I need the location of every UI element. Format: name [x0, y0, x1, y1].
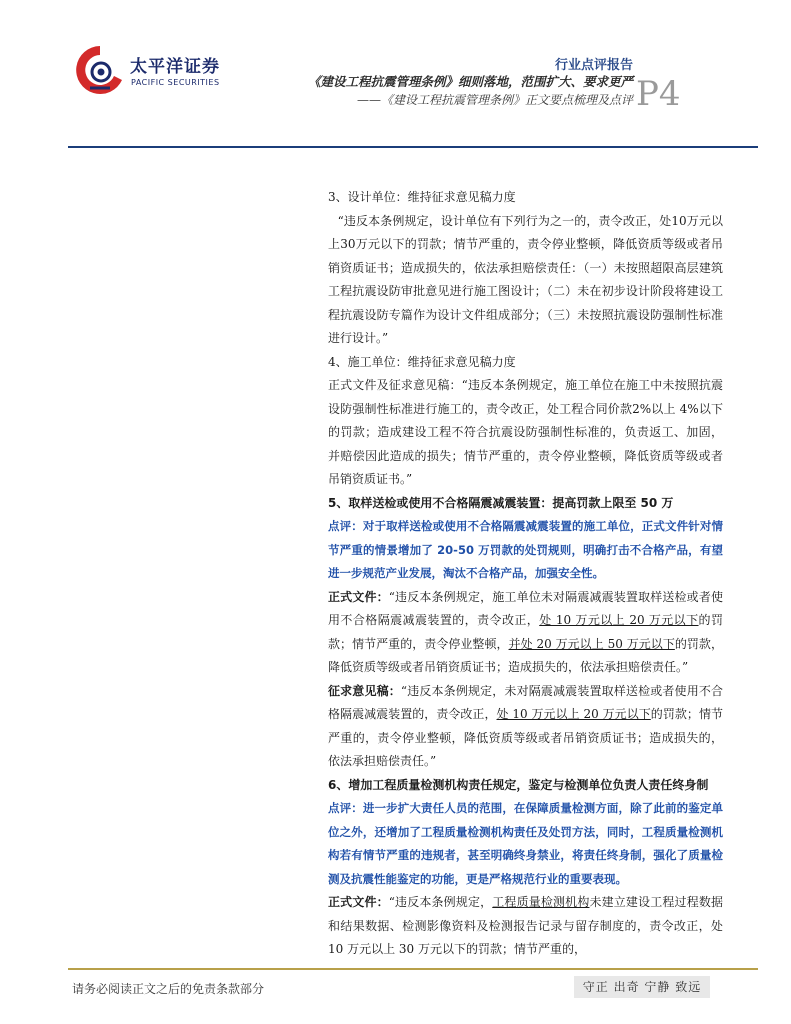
- section-3-heading: 3、设计单位：维持征求意见稿力度: [328, 190, 516, 204]
- formal-underlined-entity: 工程质量检测机构: [492, 895, 590, 909]
- report-type: 行业点评报告: [554, 58, 633, 73]
- logo-chinese-name: 太平洋证券: [130, 57, 220, 77]
- report-title: 《建设工程抗震管理条例》细则落地，范围扩大、要求更严: [307, 74, 633, 89]
- formal-text-part: 的罚款，降低资质等级或者吊销资质证书；造成损失的，依法承担赔偿责任。”: [328, 636, 723, 674]
- draft-underlined-penalty: 处 10 万元以上 20 万元以下: [496, 707, 651, 721]
- formal-document-label: 正式文件：: [328, 895, 389, 909]
- section-5-heading: 5、取样送检或使用不合格隔震减震装置：提高罚款上限至 50 万: [328, 495, 674, 510]
- formal-underlined-penalty: 并处 20 万元以上 50 万元以下: [508, 636, 675, 651]
- formal-text-part: 的罚款；情节严重的，责令停业整顿，: [328, 613, 723, 651]
- section-3-quote: “违反本条例规定，设计单位有下列行为之一的，责令改正，处10万元以上30万元以下的罚款；情节严重的，责令停业整顿，降低资质等级或者吊销资质证书；造成损失的，依法承担赔偿责任：（一）未按照超限高层建筑工程抗震设防审批意见进行施工图设计；（二）未在初步设计阶段将建设工程抗震设防专篇作为设计文件组成部分；（三）未按照抗震设防强制性标准进行设计。”: [328, 213, 723, 345]
- formal-text-part: “违反本条例规定，施工单位未对隔震减震装置取样送检或者使用不合格隔震减震装置的，责令改正，: [328, 589, 723, 627]
- page-number: P4: [636, 74, 681, 114]
- section-4-text: 正式文件及征求意见稿：“违反本条例规定，施工单位在施工中未按照抗震设防强制性标准进行施工的，责令改正，处工程合同价款2%以上 4%以下的罚款；造成建设工程不符合抗震设防强制性标准的，负责返工、加固，并赔偿因此造成的损失；情节严重的，责令停业整顿，降低资质等级或者吊销资质证书。”: [328, 378, 723, 486]
- logo-english-name: PACIFIC SECURITIES: [131, 78, 220, 87]
- draft-document-label: 征求意见稿：: [328, 683, 401, 698]
- header-divider: [68, 146, 758, 148]
- section-6-heading: 6、增加工程质量检测机构责任规定，鉴定与检测单位负责人责任终身制: [328, 777, 709, 792]
- section-5-formal-text: [328, 586, 723, 680]
- formal-text-part: “违反本条例规定，: [388, 895, 493, 909]
- report-subtitle: ——《建设工程抗震管理条例》正文要点梳理及点评: [356, 93, 633, 107]
- draft-text-part: 的罚款；情节严重的，责令停业整顿，降低资质等级或者吊销资质证书；造成损失的，依法承担赔偿责任。”: [328, 707, 723, 768]
- formal-text-part: 未建立建设工程过程数据和结果数据、检测影像资料及检测报告记录与留存制度的，责令改正，处 10 万元以上 30 万元以下的罚款；情节严重的，: [328, 895, 723, 956]
- section-6-comment: 点评：进一步扩大责任人员的范围，在保障质量检测方面，除了此前的鉴定单位之外，还增加了工程质量检测机构责任及处罚方法，同时，工程质量检测机构若有情节严重的违规者，甚至明确终身禁业，将责任终身制，强化了质量检测及抗震性能鉴定的功能，更是严格规范行业的重要表现。: [328, 801, 723, 886]
- formal-document-label: 正式文件：: [328, 589, 389, 604]
- formal-underlined-penalty: 处 10 万元以上 20 万元以下: [539, 613, 699, 627]
- main-content: [328, 186, 723, 962]
- footer-divider: [68, 968, 758, 970]
- section-5-draft-text: [328, 680, 723, 774]
- footer-disclaimer: 请务必阅读正文之后的免责条款部分: [72, 982, 265, 996]
- section-4-heading: 4、施工单位：维持征求意见稿力度: [328, 354, 516, 369]
- section-6-formal-text: [328, 891, 723, 962]
- section-5-comment: 点评：对于取样送检或使用不合格隔震减震装置的施工单位，正式文件针对情节严重的情景增加了 20-50 万罚款的处罚规则，明确打击不合格产品，有望进一步规范产业发展，淘汰不合格产品，加强安全性。: [328, 519, 723, 580]
- pacific-securities-logo-icon: [74, 42, 126, 100]
- footer-slogan: 守正 出奇 宁静 致远: [574, 976, 710, 998]
- company-logo: [74, 42, 234, 100]
- draft-text-part: “违反本条例规定，未对隔震减震装置取样送检或者使用不合格隔震减震装置的，责令改正，: [328, 683, 723, 721]
